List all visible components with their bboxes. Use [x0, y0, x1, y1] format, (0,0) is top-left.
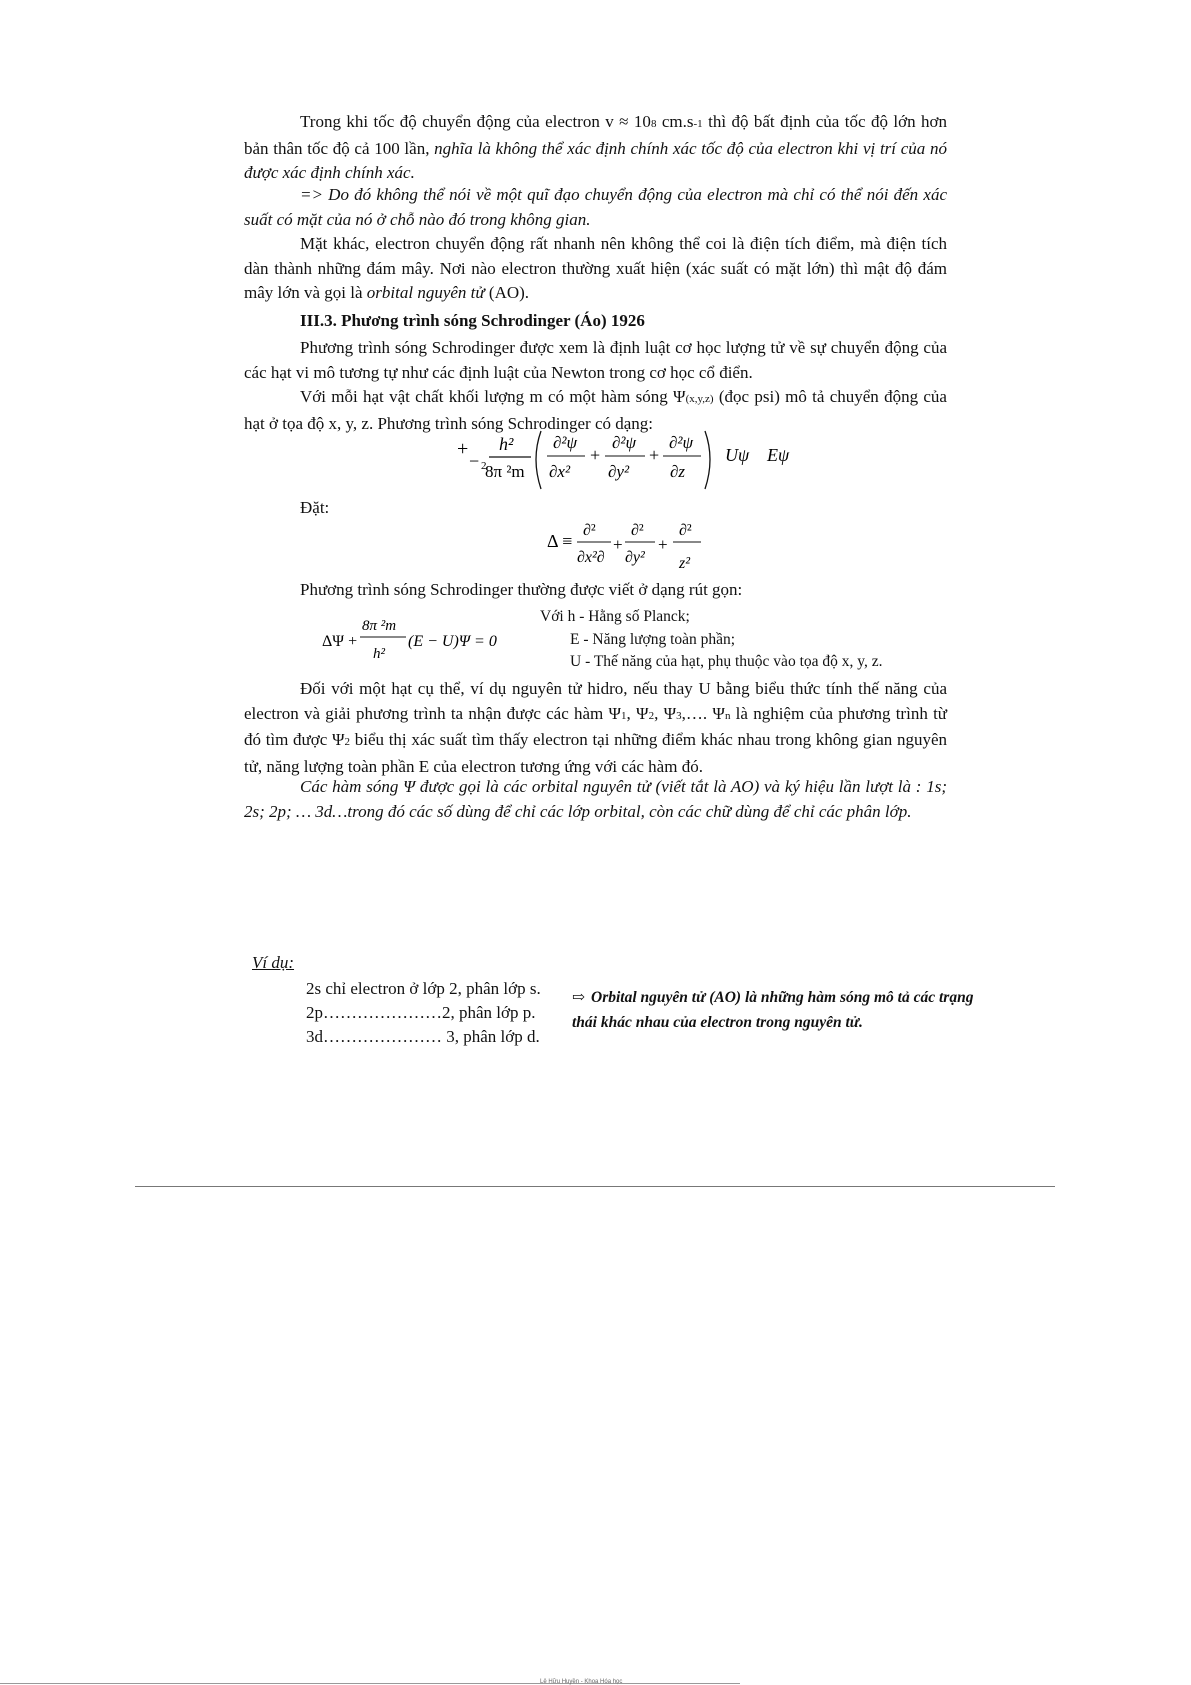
paragraph-hydrogen-example: Đối với một hạt cụ thể, ví dụ nguyên tử hidro, nếu thay U bằng biểu thức tính thế năng của electron và giải phương trình ta nhận được các hàm Ψ1, Ψ2, Ψ3,…. Ψn là nghiệm của phương trình từ đó tìm được Ψ2 biểu thị xác suất tìm thấy electron tại những điểm khác nhau trong không gian nguyên tử, năng lượng toàn phần E của electron tương ứng với các hàm đó.	[244, 679, 948, 776]
eq1-denominator: 8π ²m	[485, 462, 525, 481]
paragraph-wave-function: Với mỗi hạt vật chất khối lượng m có một hàm sóng Ψ(x,y,z) (đọc psi) mô tả chuyển động của hạt ở tọa độ x, y, z. Phương trình sóng Schrodinger có dạng:	[244, 387, 947, 433]
note-energy: E - Năng lượng toàn phần;	[570, 631, 736, 648]
eq1-d1-num: ∂²ψ	[553, 433, 578, 452]
eq2-n2: ∂²	[631, 522, 644, 539]
section-heading: III.3. Phương trình sóng Schrodinger (Áo) 1926	[300, 311, 645, 330]
example-line-3d: 3d………………… 3, phân lớp d.	[306, 1027, 540, 1046]
eq2-plus-1: +	[613, 535, 623, 554]
eq1-numerator: h²	[499, 434, 514, 454]
eq2-plus-2: +	[658, 535, 668, 554]
eq1-d3-num: ∂²ψ	[669, 433, 694, 452]
footer-text: Lê Hữu Huyền - Khoa Hóa học	[540, 1679, 623, 1685]
paragraph-electron-velocity: Trong khi tốc độ chuyển động của electron v ≈ 108 cm.s-1 thì độ bất định của tốc độ lớn hơn bản thân tốc độ cả 100 lần, nghĩa là không thể xác định chính xác tốc độ của electron khi vị trí của nó được xác định chính xác.	[244, 112, 947, 182]
paragraph-orbital-notation: Các hàm sóng Ψ được gọi là các orbital nguyên tử (viết tắt là AO) và ký hiệu lần lượt là : 1s; 2s; 2p; … 3d…trong đó các số dùng để chỉ các lớp orbital, còn các chữ dùng để chỉ các phân lớp.	[244, 777, 947, 821]
eq1-minus-sign: −	[469, 451, 480, 471]
eq1-d2-den: ∂y²	[608, 462, 630, 481]
eq1-left-paren	[536, 431, 541, 489]
eq2-n3: ∂²	[679, 522, 692, 539]
eq1-plus-1: +	[590, 445, 601, 465]
note-potential: U - Thế năng của hạt, phụ thuộc vào tọa độ x, y, z.	[570, 653, 883, 670]
eq2-d3: z²	[679, 555, 691, 572]
eq1-plus-sign: +	[457, 438, 469, 460]
laplacian-definition	[545, 515, 715, 577]
eq3-num: 8π ²m	[362, 618, 397, 634]
eq1-right-paren	[705, 431, 710, 489]
eq3-lhs: ΔΨ +	[322, 633, 358, 650]
eq2-lhs: Δ ≡	[547, 531, 573, 551]
example-line-2s: 2s chỉ electron ở lớp 2, phân lớp s.	[306, 979, 541, 998]
reduced-schrodinger-equation	[320, 610, 520, 670]
eq2-d2: ∂y²	[625, 549, 645, 566]
page-bottom-line	[0, 1683, 740, 1684]
paragraph-reduced-form: Phương trình sóng Schrodinger thường được viết ở dạng rút gọn:	[300, 580, 743, 599]
eq2-d1: ∂x²∂	[577, 549, 605, 566]
eq1-plus-2: +	[649, 445, 660, 465]
eq2-n1: ∂²	[583, 522, 596, 539]
footer-divider	[135, 1186, 1055, 1187]
eq1-d1-den: ∂x²	[549, 462, 571, 481]
eq1-two: 2	[481, 460, 487, 472]
paragraph-electron-cloud: Mặt khác, electron chuyển động rất nhanh nên không thể coi là điện tích điểm, mà điện tích dàn thành những đám mây. Nơi nào electron thường xuất hiện (xác suất có mặt lớn) thì mật độ đám mây lớn và gọi là orbital nguyên tử (AO).	[244, 234, 947, 302]
example-title: Ví dụ:	[252, 953, 295, 972]
eq1-d2-num: ∂²ψ	[612, 433, 637, 452]
eq1-potential-term: Uψ	[725, 445, 750, 465]
eq1-energy-term: Eψ	[767, 445, 790, 465]
paragraph-no-trajectory: => Do đó không thể nói về một quĩ đạo chuyển động của electron mà chỉ có thể nói đến xác suất có mặt của nó ở chỗ nào đó trong không gian.	[244, 185, 947, 229]
arrow-right-icon: ⇨	[572, 989, 585, 1006]
paragraph-schrodinger-definition: Phương trình sóng Schrodinger được xem là định luật cơ học lượng tử về sự chuyển động của các hạt vi mô tương tự như các định luật của Newton trong cơ học cổ điển.	[244, 338, 947, 382]
eq3-rhs: (E − U)Ψ = 0	[408, 633, 497, 650]
label-dat: Đặt:	[300, 498, 330, 517]
note-planck: Với h - Hằng số Planck;	[540, 608, 690, 625]
eq3-den: h²	[373, 646, 385, 662]
eq1-d3-den: ∂z	[670, 462, 686, 481]
schrodinger-equation	[455, 425, 795, 497]
example-line-2p: 2p…………………2, phân lớp p.	[306, 1003, 536, 1022]
orbital-conclusion-note: ⇨ Orbital nguyên tử (AO) là những hàm sóng mô tả các trạng thái khác nhau của electron trong nguyên tử.	[572, 989, 974, 1031]
